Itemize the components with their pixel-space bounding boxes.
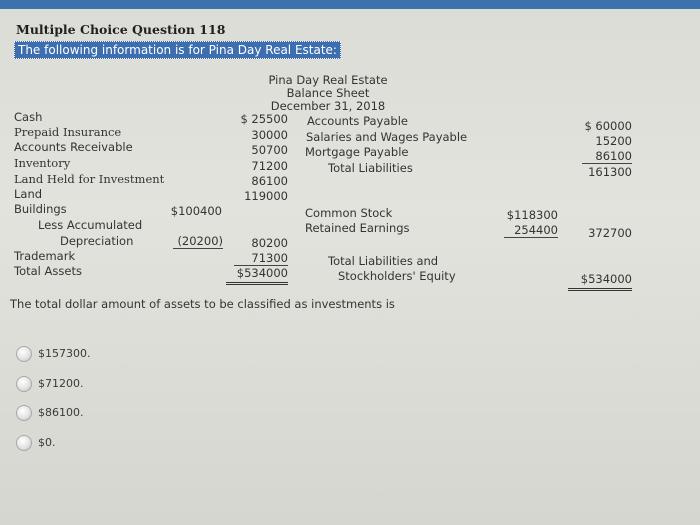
radio-button[interactable] [16, 435, 32, 451]
trademark-value: 71300 [234, 251, 288, 266]
retained-earnings-label: Retained Earnings [305, 221, 410, 235]
cash-value: $ 25500 [240, 112, 288, 126]
buildings-value: $100400 [170, 204, 222, 218]
total-liabilities-equity-label-1: Total Liabilities and [328, 254, 439, 268]
prepaid-insurance-label: Prepaid Insurance [14, 125, 122, 139]
intro-text: The following information is for Pina Day Real Estate: [14, 41, 341, 59]
mortgage-payable-value: 86100 [582, 149, 632, 164]
inventory-value: 71200 [251, 159, 288, 173]
land-label: Land [14, 187, 43, 201]
option-label[interactable]: $157300. [38, 347, 91, 360]
option-label[interactable]: $71200. [38, 377, 84, 390]
retained-earnings-value: 254400 [504, 223, 558, 238]
common-stock-value: $118300 [506, 208, 558, 222]
accounts-payable-label: Accounts Payable [307, 114, 408, 128]
total-equity-value: 372700 [588, 226, 632, 240]
accumulated-label: Less Accumulated [38, 218, 143, 232]
total-assets-value: $534000 [226, 266, 288, 285]
statement-date: December 31, 2018 [270, 99, 386, 113]
cash-label: Cash [14, 110, 43, 124]
accounts-receivable-value: 50700 [251, 143, 288, 157]
salaries-payable-value: 15200 [595, 134, 632, 148]
company-name: Pina Day Real Estate [268, 73, 388, 87]
mortgage-payable-label: Mortgage Payable [305, 145, 409, 159]
inventory-label: Inventory [14, 156, 71, 170]
common-stock-label: Common Stock [305, 206, 393, 220]
net-buildings-value: 80200 [251, 236, 288, 250]
buildings-label: Buildings [14, 202, 67, 216]
radio-button[interactable] [16, 346, 32, 362]
accounts-receivable-label: Accounts Receivable [14, 140, 133, 154]
land-investment-value: 86100 [251, 174, 288, 188]
land-value: 119000 [244, 189, 288, 203]
option-label[interactable]: $86100. [38, 406, 84, 419]
depreciation-label: Depreciation [60, 234, 134, 248]
total-liabilities-equity-value: $534000 [568, 272, 632, 291]
accounts-payable-value: $ 60000 [584, 119, 632, 133]
prepaid-insurance-value: 30000 [251, 128, 288, 142]
window-top-bar [0, 0, 700, 9]
total-liabilities-value: 161300 [588, 165, 632, 179]
total-liabilities-label: Total Liabilities [328, 161, 413, 175]
statement-name: Balance Sheet [286, 86, 370, 100]
land-investment-label: Land Held for Investment [14, 172, 165, 186]
option-label[interactable]: $0. [38, 436, 56, 449]
radio-button[interactable] [16, 405, 32, 421]
question-title: Multiple Choice Question 118 [16, 22, 226, 37]
trademark-label: Trademark [14, 249, 76, 263]
total-assets-label: Total Assets [14, 264, 82, 278]
radio-button[interactable] [16, 376, 32, 392]
total-liabilities-equity-label-2: Stockholders' Equity [338, 269, 456, 283]
accumulated-depreciation-value: (20200) [173, 234, 223, 249]
question-text: The total dollar amount of assets to be classified as investments is [10, 297, 395, 311]
salaries-payable-label: Salaries and Wages Payable [306, 130, 468, 144]
